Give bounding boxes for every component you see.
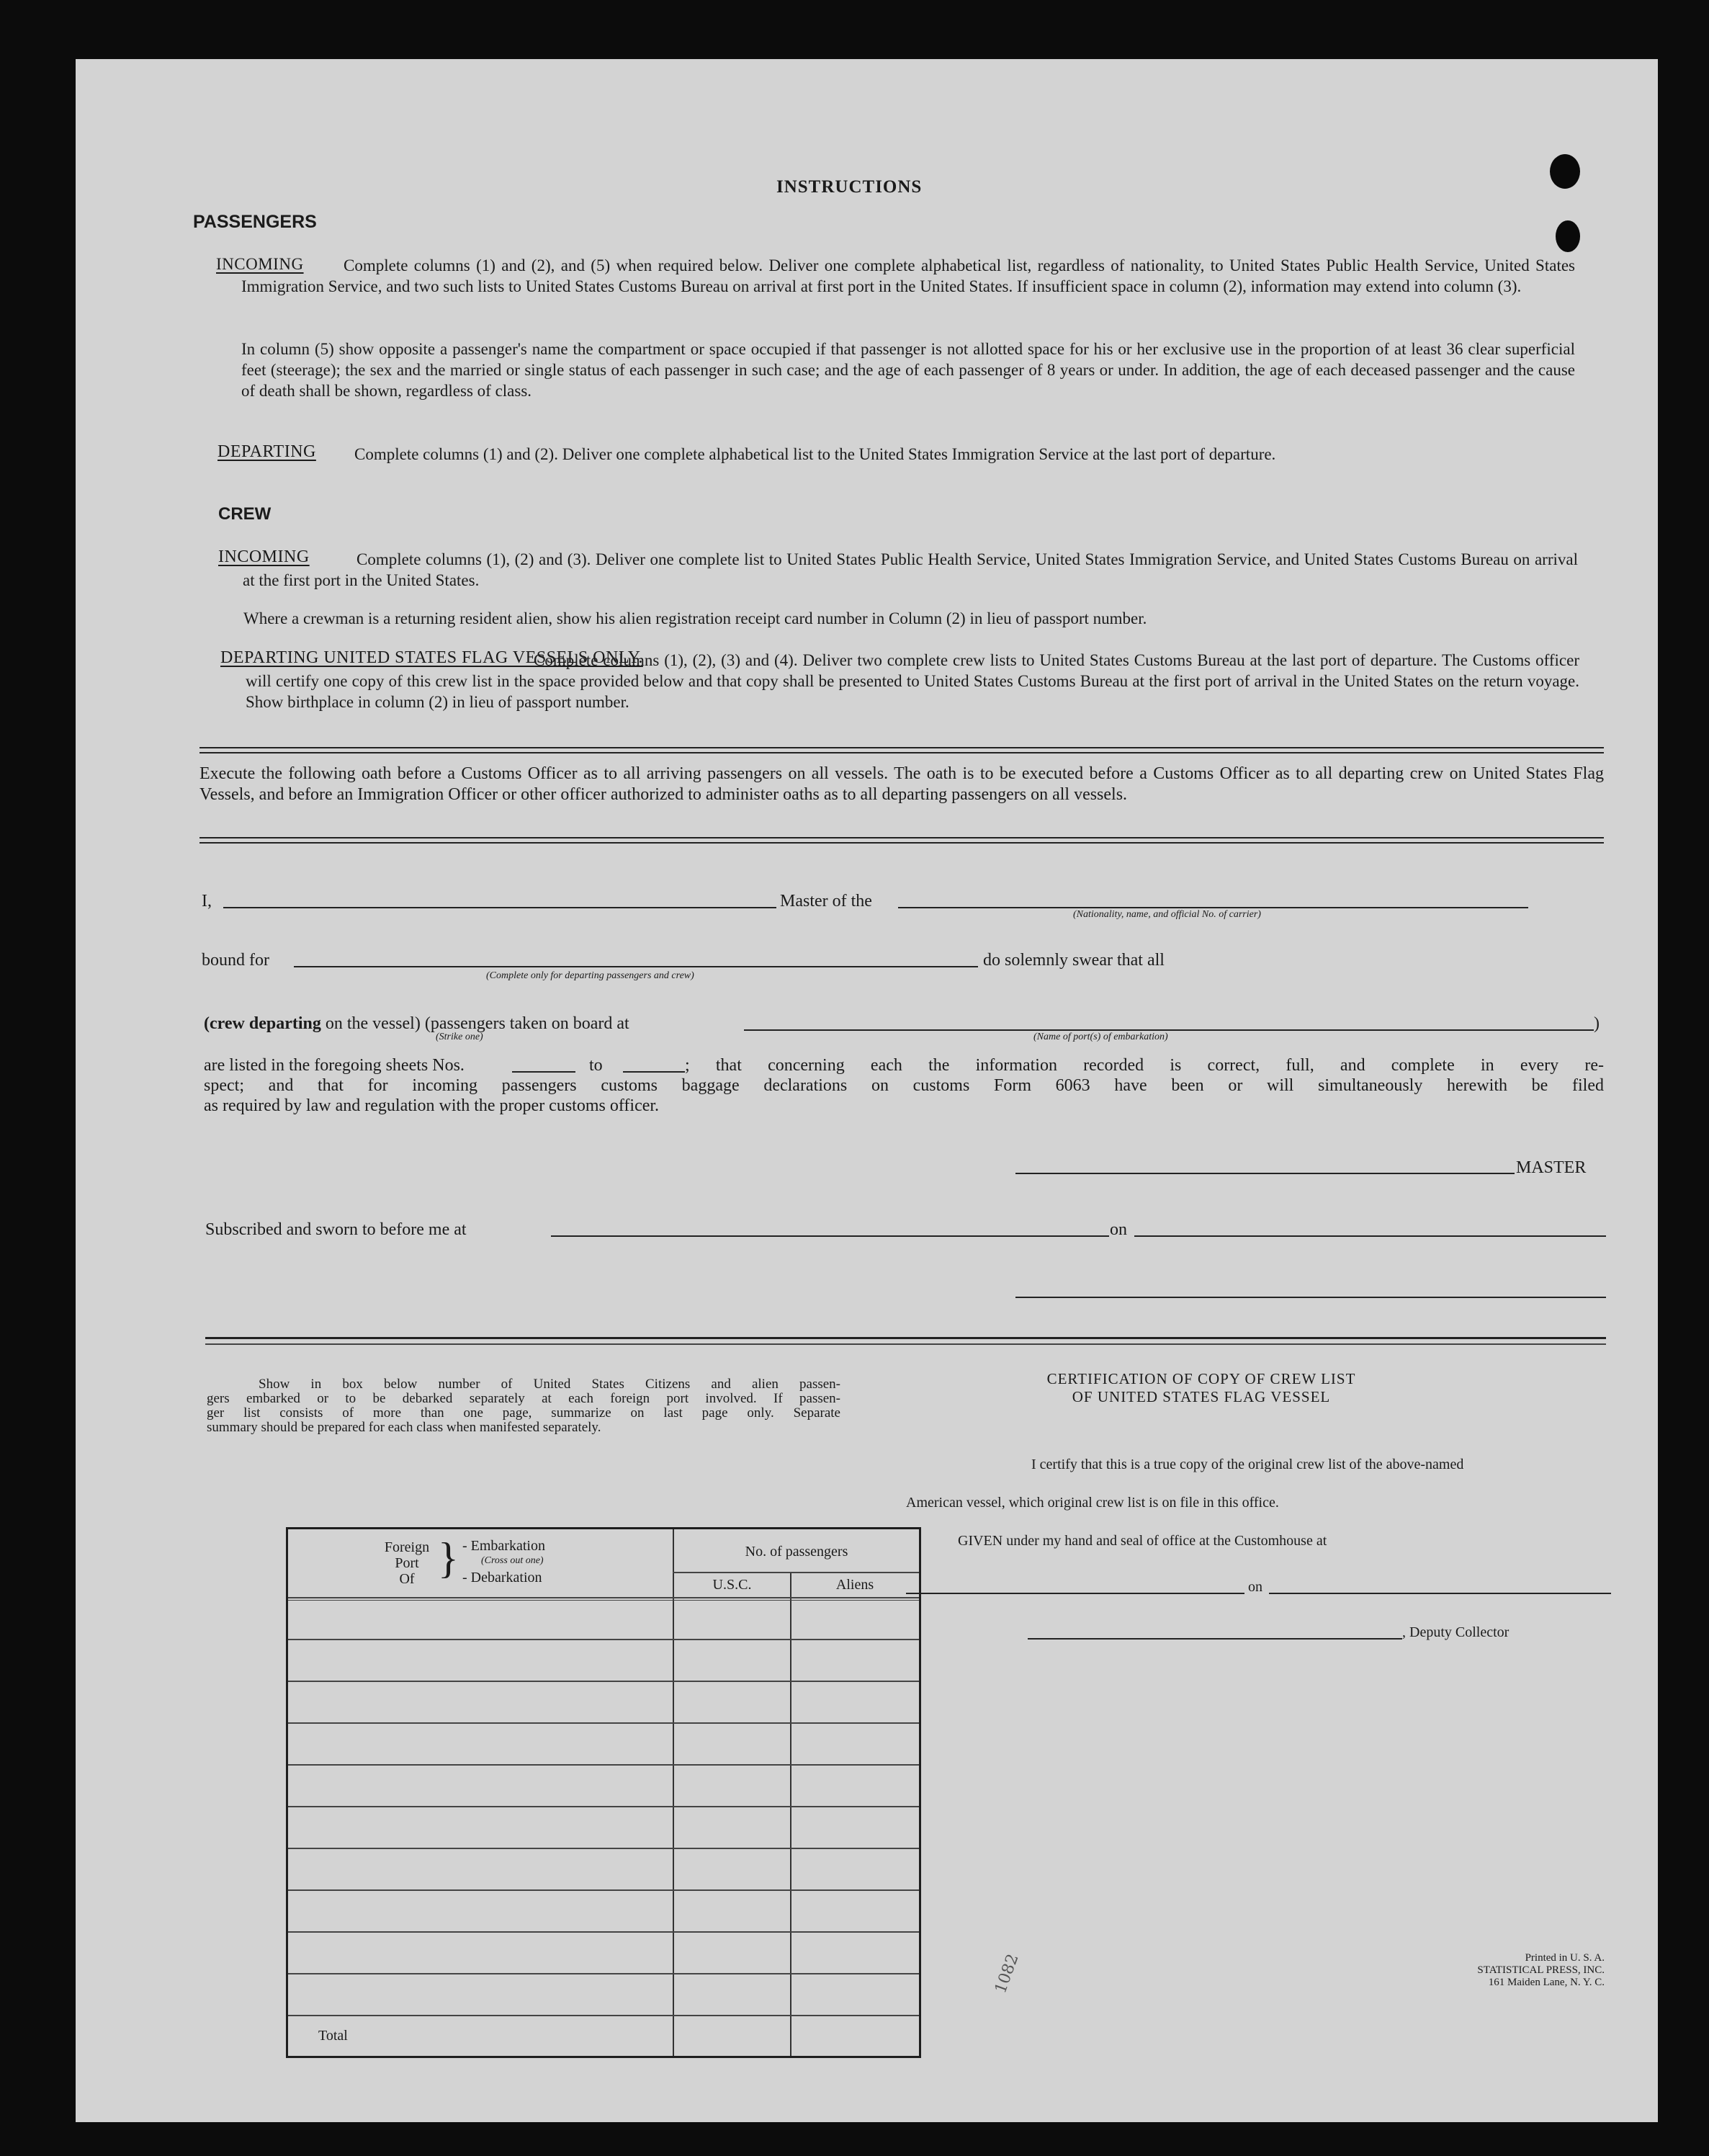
passengers-column5-text: In column (5) show opposite a passenger's name the compartment or space occupied if that passenger is not allotted space for his or her exclusive use in the proportion of at least 36 clear superficial feet (steerage); the sex and the married or single status of each passenger in such case; and the age of each passenger of 8 years or under. In addition, the age of each deceased passenger and the cause of death shall be shown, regardless of class. [241,340,1575,400]
oath-text-line-2: spect; and that for incoming passengers customs baggage declarations on customs Form 6063 have been or will simultaneously herewith be filed [204,1076,1604,1095]
punch-hole-blot [1550,154,1580,189]
crew-departing-option[interactable]: (crew departing [204,1014,321,1033]
sworn-place-field[interactable] [551,1235,1109,1237]
crew-incoming-label: INCOMING [218,547,310,566]
embarkation-port-field[interactable] [744,1029,1594,1031]
on-the-vessel-text: on the vessel) [325,1014,421,1033]
subscribed-label: Subscribed and sworn to before me at [205,1220,467,1239]
page-title: INSTRUCTIONS [776,177,923,197]
officer-signature-field[interactable] [1015,1297,1606,1298]
deputy-collector-label: , Deputy Collector [1402,1624,1510,1640]
form-page [76,59,1658,2122]
port-note: (Name of port(s) of embarkation) [1033,1032,1168,1042]
table-row [288,1806,919,1807]
carrier-field[interactable] [898,907,1528,908]
section-divider [199,837,1604,844]
swear-text: do solemnly swear that all [983,951,1165,970]
crew-heading: CREW [218,504,272,524]
crew-incoming-text: Complete columns (1), (2) and (3). Deliver one complete list to United States Public Health Service, United States Immigration Service, and United States Customs Bureau on arrival at the first port in the United States. [243,550,1578,589]
deputy-signature-field[interactable] [1028,1638,1402,1640]
table-row [288,2015,919,2016]
table-row [288,1722,919,1724]
grid-col [673,1529,674,2056]
certify-line-1: I certify that this is a true copy of the original crew list of the above-named [1031,1457,1464,1472]
table-row [288,1764,919,1766]
debarkation-label: - Debarkation [462,1570,542,1585]
table-row [288,1889,919,1891]
punch-hole-blot [1556,220,1580,252]
crew-passengers-line [204,1014,629,1034]
cross-out-note: (Cross out one) [481,1555,544,1566]
certification-title: CERTIFICATION OF COPY OF CREW LIST OF UNITED STATES FLAG VESSEL [1046,1370,1356,1405]
passengers-taken-option[interactable]: (passengers taken on board at [424,1014,629,1033]
usc-header: U.S.C. [712,1577,752,1593]
bound-for-label: bound for [202,951,269,970]
master-signature-field[interactable] [1015,1173,1515,1174]
cert-on-label: on [1248,1579,1262,1595]
given-text: GIVEN under my hand and seal of office at the Customhouse at [958,1533,1327,1549]
printer-imprint: Printed in U. S. A. STATISTICAL PRESS, INC. 161 Maiden Lane, N. Y. C. [1477,1952,1605,1988]
total-label: Total [318,2028,348,2044]
table-row [288,1639,919,1640]
grid-col [790,1573,791,2056]
summary-instructions: Show in box below number of United States Citizens and alien passen- gers embarked or to be debarked separately at each foreign port involved. If passen- ger list consists of more than one page, summarize on last page only. Separate summary should be prepared for each class when manifested separately. [207,1377,840,1435]
passenger-summary-table [286,1527,921,2058]
crew-departing-text: Complete columns (1), (2), (3) and (4). Deliver two complete crew lists to United States Customs Bureau at the last port of departure. The Customs officer will certify one copy of this crew list in the space provided below and that copy shall be presented to United States Customs Bureau at the first port of arrival in the United States on the return voyage. Show birthplace in column (2) in lieu of passport number. [246,651,1579,711]
certify-line-2: American vessel, which original crew list is on file in this office. [906,1495,1279,1511]
aliens-header: Aliens [835,1577,874,1593]
sheet-from-field[interactable] [512,1071,575,1073]
table-row [288,1973,919,1974]
oath-instructions: Execute the following oath before a Customs Officer as to all arriving passengers on all vessels. The oath is to be executed before a Customs Officer as to all departing crew on United States Flag Vessels, and before an Immigration Officer or other officer authorized to administer oaths as to all departing passengers on all vessels. [199,764,1604,804]
to-label: to [589,1056,603,1075]
master-of-the-label: Master of the [780,892,872,911]
crew-departing-label: DEPARTING UNITED STATES FLAG VESSELS ONLY. [220,648,643,667]
foreign-port-label: Foreign Port Of [384,1539,430,1587]
handwritten-note: 1082 [992,1951,1023,1996]
grid-row [288,1597,919,1598]
crew-resident-text: Where a crewman is a returning resident alien, show his alien registration receipt card number in Column (2) in lieu of passport number. [243,609,1147,627]
passengers-departing-text: Complete columns (1) and (2). Deliver one complete alphabetical list to the United States Immigration Service at the last port of departure. [354,445,1276,463]
passengers-incoming-text: Complete columns (1) and (2), and (5) when required below. Deliver one complete alphabetical list, regardless of nationality, to United States Public Health Service, United States Immigration Service, and two such lists to United States Customs Bureau on arrival at first port in the United States. If insufficient space in column (2), information may extend into column (3). [241,256,1575,295]
oath-i-label: I, [202,892,212,911]
oath-text-line-3: as required by law and regulation with the proper customs officer. [204,1096,660,1115]
embarkation-label: - Embarkation [462,1538,545,1554]
strike-note: (Strike one) [436,1032,483,1042]
oath-text-line-1: ; that concerning each the information recorded is correct, full, and complete in every re- [685,1056,1604,1075]
sworn-on-label: on [1110,1220,1127,1239]
master-label: MASTER [1516,1158,1587,1177]
grid-row [288,1600,919,1601]
carrier-note: (Nationality, name, and official No. of carrier) [1073,909,1261,920]
customhouse-field[interactable] [906,1593,1244,1594]
bound-for-field[interactable] [294,966,978,967]
section-divider [199,747,1604,753]
table-row [288,1931,919,1933]
sheet-to-field[interactable] [623,1071,685,1073]
sheets-label: are listed in the foregoing sheets Nos. [204,1056,465,1075]
passengers-departing-label: DEPARTING [217,442,316,461]
table-grid [288,1529,919,2056]
cert-date-field[interactable] [1269,1593,1611,1594]
grid-row [673,1572,919,1573]
section-divider [205,1337,1606,1345]
brace-symbol: } [438,1534,459,1582]
close-paren: ) [1594,1014,1600,1033]
sworn-date-field[interactable] [1134,1235,1606,1237]
master-name-field[interactable] [223,907,776,908]
table-row [288,1681,919,1682]
passengers-heading: PASSENGERS [193,212,317,232]
table-row [288,1848,919,1849]
no-of-passengers-header: No. of passengers [745,1544,848,1560]
bound-for-note: (Complete only for departing passengers and crew) [486,970,694,981]
passengers-incoming-label: INCOMING [216,255,304,273]
